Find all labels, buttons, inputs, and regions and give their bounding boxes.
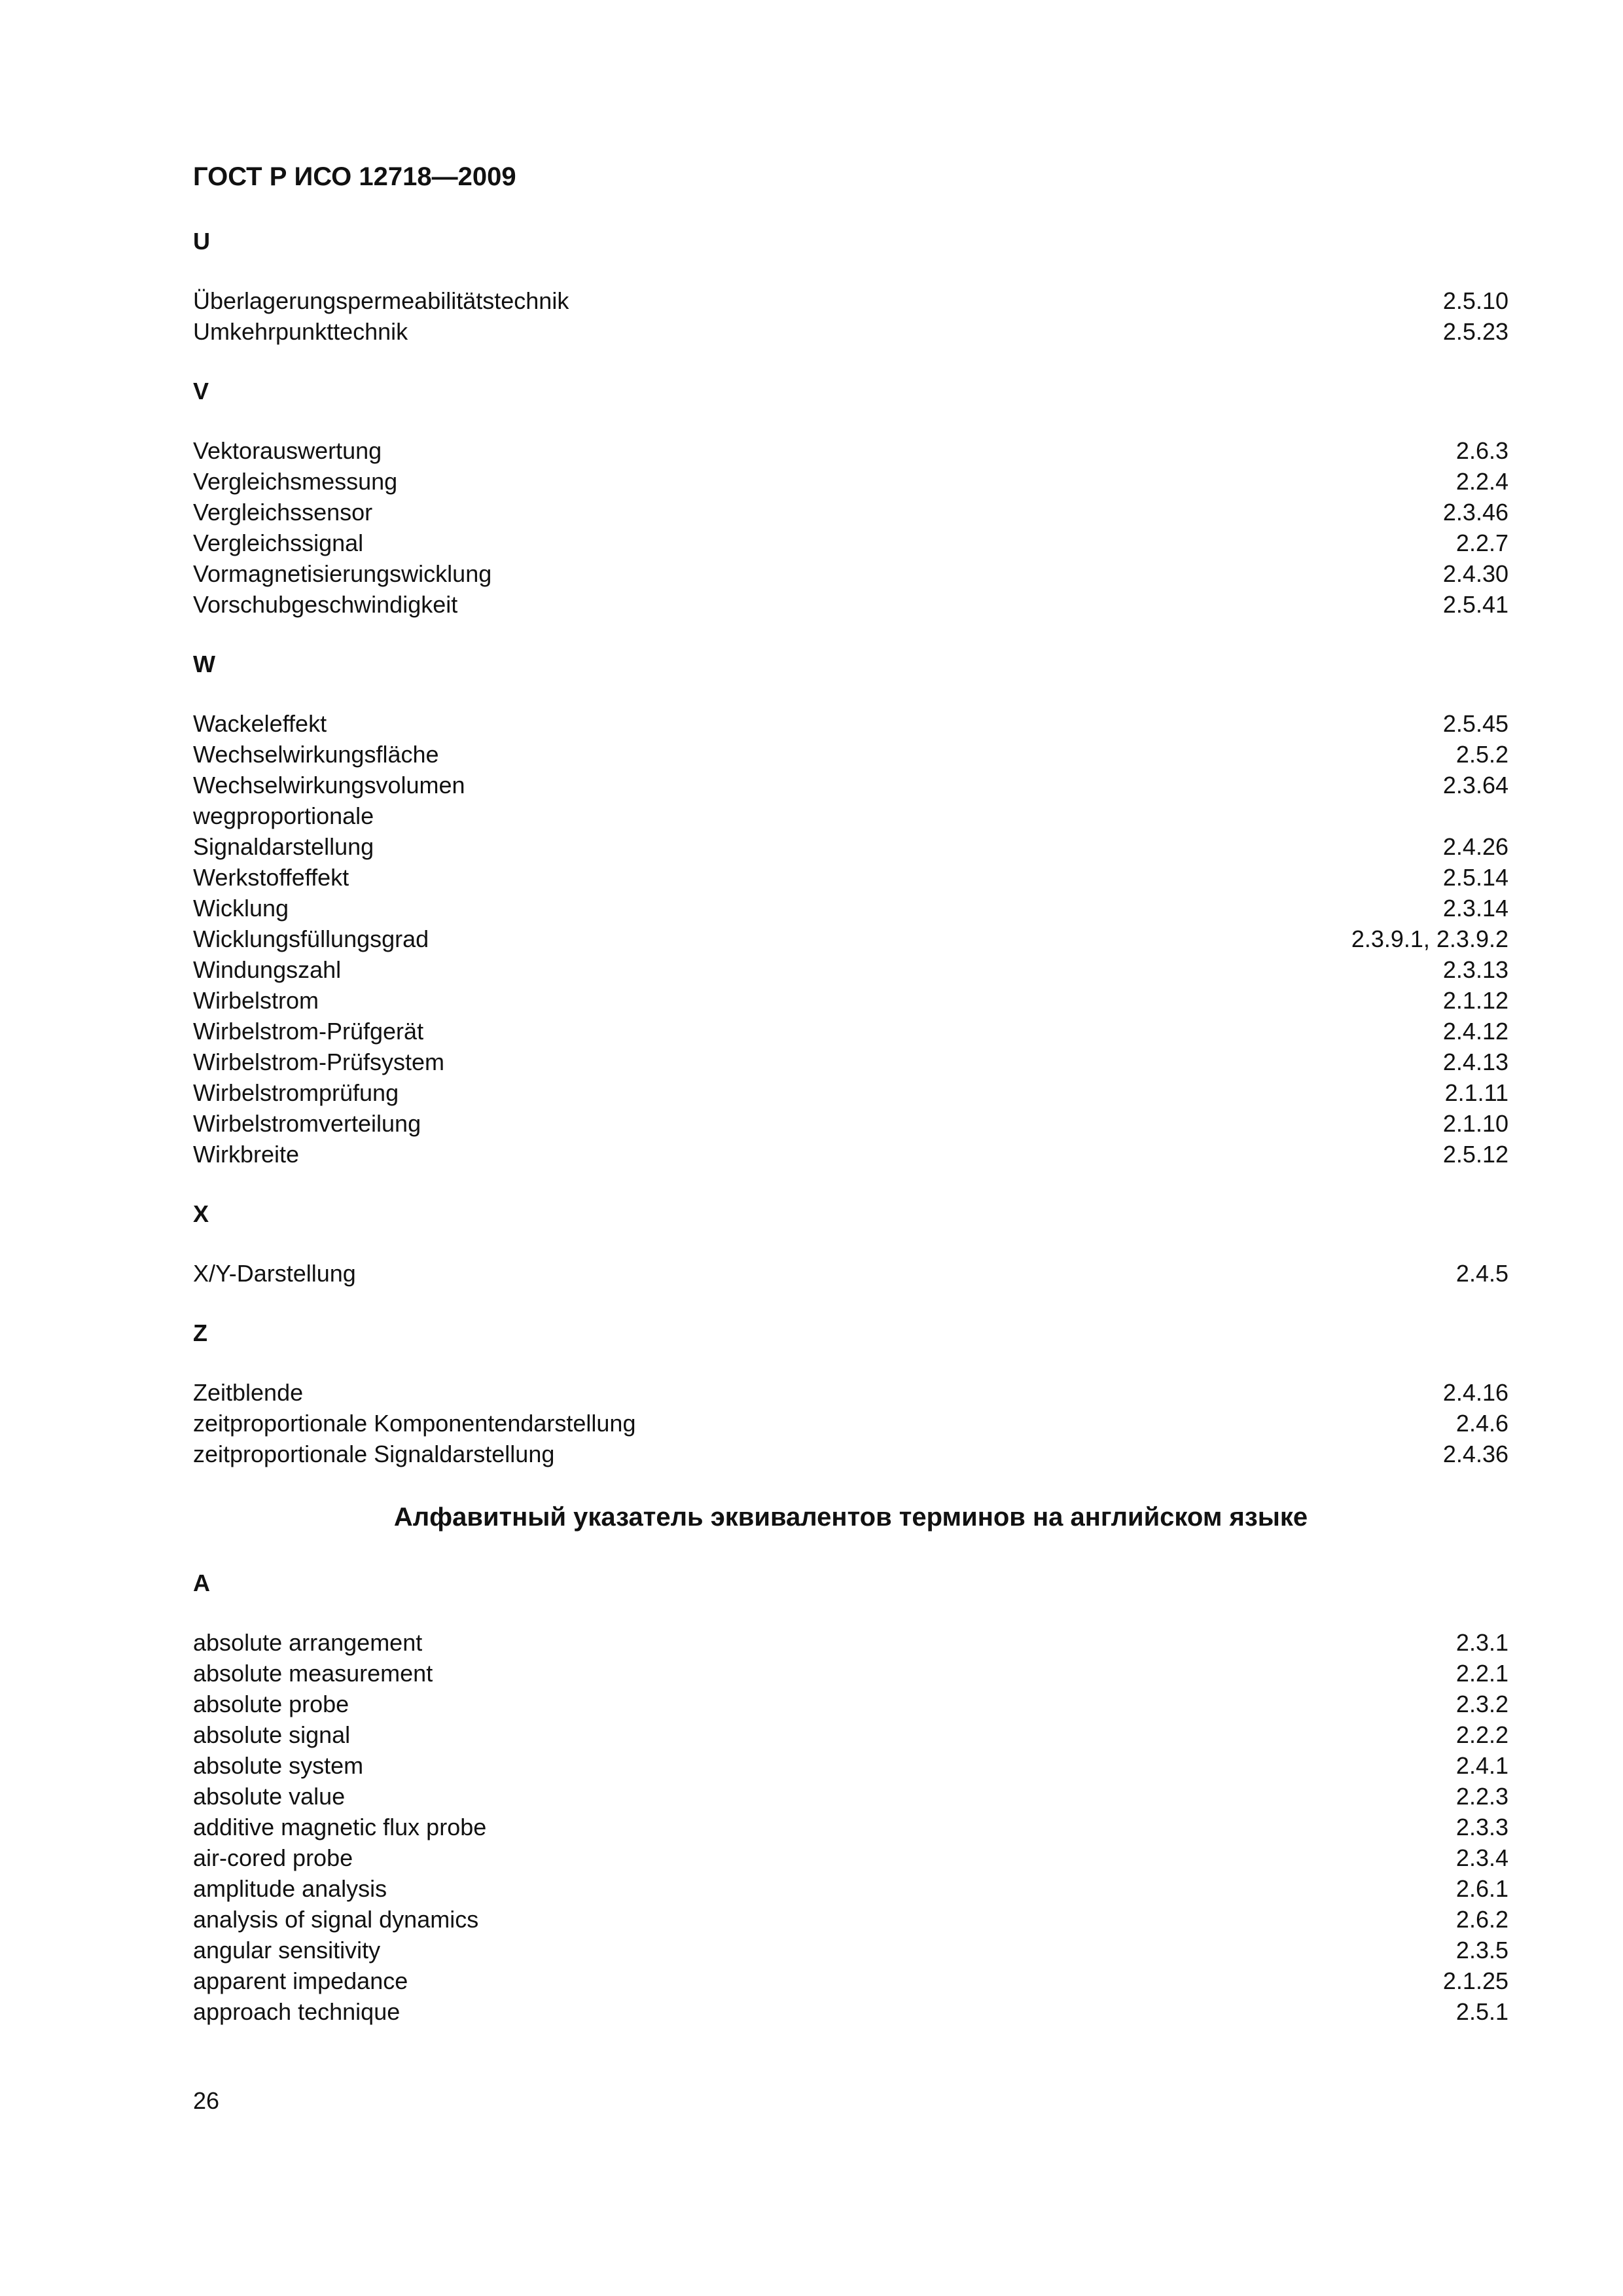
index-term: Windungszahl bbox=[193, 956, 342, 983]
index-reference: 2.4.36 bbox=[1442, 1441, 1508, 1467]
index-reference: 2.3.13 bbox=[1442, 956, 1508, 983]
index-reference: 2.1.10 bbox=[1442, 1110, 1508, 1137]
german-index bbox=[193, 226, 1508, 1469]
index-entry bbox=[193, 1873, 1508, 1904]
index-term: additive magnetic flux probe bbox=[193, 1814, 487, 1840]
index-reference: 2.4.6 bbox=[1455, 1410, 1508, 1437]
index-reference: 2.3.5 bbox=[1455, 1937, 1508, 1964]
index-entry bbox=[193, 1108, 1508, 1139]
index-entry bbox=[193, 800, 1508, 831]
index-term: Vergleichssensor bbox=[193, 499, 373, 526]
index-term: angular sensitivity bbox=[193, 1937, 381, 1964]
index-reference: 2.2.3 bbox=[1455, 1783, 1508, 1810]
index-term: absolute value bbox=[193, 1783, 346, 1810]
index-entry bbox=[193, 1258, 1508, 1289]
index-term: Wirbelstromprüfung bbox=[193, 1079, 399, 1106]
index-term: analysis of signal dynamics bbox=[193, 1906, 479, 1933]
index-term: X/Y-Darstellung bbox=[193, 1260, 356, 1287]
index-entry bbox=[193, 1377, 1508, 1408]
index-term: zeitproportionale Komponentendarstellung bbox=[193, 1410, 636, 1437]
index-reference: 2.5.12 bbox=[1442, 1141, 1508, 1168]
index-reference: 2.2.7 bbox=[1455, 529, 1508, 556]
index-reference: 2.4.16 bbox=[1442, 1379, 1508, 1406]
index-entry-list bbox=[193, 708, 1508, 1170]
index-reference: 2.5.2 bbox=[1455, 741, 1508, 768]
index-term: Werkstoffeffekt bbox=[193, 864, 349, 891]
index-reference: 2.6.3 bbox=[1455, 437, 1508, 464]
index-term: Wechselwirkungsfläche bbox=[193, 741, 439, 768]
index-term: absolute signal bbox=[193, 1721, 351, 1748]
english-index-title: Алфавитный указатель эквивалентов терминов на английском языке bbox=[393, 1503, 1308, 1532]
index-entry bbox=[193, 770, 1508, 800]
index-reference: 2.1.12 bbox=[1442, 987, 1508, 1014]
index-entry bbox=[193, 1996, 1508, 2027]
section-letter: U bbox=[193, 228, 210, 255]
index-term: amplitude analysis bbox=[193, 1875, 387, 1902]
index-term: Signaldarstellung bbox=[193, 833, 374, 860]
index-entry bbox=[193, 316, 1508, 347]
index-entry bbox=[193, 862, 1508, 893]
index-entry bbox=[193, 1627, 1508, 1658]
index-reference: 2.3.46 bbox=[1442, 499, 1508, 526]
index-entry bbox=[193, 1812, 1508, 1842]
index-entry-list bbox=[193, 1258, 1508, 1289]
section-letter: A bbox=[193, 1570, 210, 1596]
index-term: absolute measurement bbox=[193, 1660, 433, 1687]
index-entry bbox=[193, 1408, 1508, 1439]
index-entry bbox=[193, 285, 1508, 316]
index-reference: 2.2.2 bbox=[1455, 1721, 1508, 1748]
index-entry bbox=[193, 558, 1508, 589]
index-term: absolute system bbox=[193, 1752, 364, 1779]
index-term: Wicklungsfüllungsgrad bbox=[193, 925, 429, 952]
index-entry bbox=[193, 1935, 1508, 1965]
index-entry bbox=[193, 1965, 1508, 1996]
index-entry bbox=[193, 1047, 1508, 1077]
index-reference: 2.1.25 bbox=[1442, 1967, 1508, 1994]
index-entry-list bbox=[193, 285, 1508, 347]
index-term: approach technique bbox=[193, 1998, 401, 2025]
index-entry bbox=[193, 831, 1508, 862]
index-term: Vektorauswertung bbox=[193, 437, 382, 464]
index-term: Wechselwirkungsvolumen bbox=[193, 772, 465, 798]
index-term: Wicklung bbox=[193, 895, 289, 922]
index-term: wegproportionale bbox=[193, 802, 374, 829]
index-term: absolute probe bbox=[193, 1691, 349, 1717]
index-term: air-cored probe bbox=[193, 1844, 353, 1871]
index-entry bbox=[193, 1016, 1508, 1047]
index-reference: 2.4.13 bbox=[1442, 1049, 1508, 1075]
index-entry bbox=[193, 1781, 1508, 1812]
index-entry bbox=[193, 924, 1508, 954]
index-term: Wackeleffekt bbox=[193, 710, 327, 737]
index-term: Wirbelstromverteilung bbox=[193, 1110, 421, 1137]
index-entry bbox=[193, 435, 1508, 466]
index-reference: 2.5.10 bbox=[1442, 287, 1508, 314]
index-entry bbox=[193, 1439, 1508, 1469]
index-term: Vorschubgeschwindigkeit bbox=[193, 591, 458, 618]
index-reference: 2.6.1 bbox=[1455, 1875, 1508, 1902]
document-header: ГОСТ Р ИСО 12718—2009 bbox=[193, 162, 516, 191]
index-reference: 2.3.4 bbox=[1455, 1844, 1508, 1871]
section-letter: W bbox=[193, 651, 215, 677]
index-term: Überlagerungspermeabilitätstechnik bbox=[193, 287, 569, 314]
index-term: Wirbelstrom bbox=[193, 987, 319, 1014]
index-entry bbox=[193, 954, 1508, 985]
index-entry bbox=[193, 497, 1508, 528]
index-entry bbox=[193, 985, 1508, 1016]
index-term: Wirbelstrom-Prüfgerät bbox=[193, 1018, 424, 1045]
index-reference: 2.4.1 bbox=[1455, 1752, 1508, 1779]
index-reference: 2.3.14 bbox=[1442, 895, 1508, 922]
index-reference: 2.3.2 bbox=[1455, 1691, 1508, 1717]
index-entry bbox=[193, 528, 1508, 558]
section-letter: V bbox=[193, 378, 209, 404]
index-term: Vergleichssignal bbox=[193, 529, 364, 556]
index-entry bbox=[193, 1689, 1508, 1719]
index-entry bbox=[193, 1719, 1508, 1750]
index-reference: 2.4.26 bbox=[1442, 833, 1508, 860]
index-entry-list bbox=[193, 1377, 1508, 1469]
index-reference: 2.5.45 bbox=[1442, 710, 1508, 737]
index-reference: 2.5.41 bbox=[1442, 591, 1508, 618]
section-letter: Z bbox=[193, 1319, 207, 1346]
index-reference: 2.4.12 bbox=[1442, 1018, 1508, 1045]
index-term: apparent impedance bbox=[193, 1967, 408, 1994]
index-reference: 2.3.9.1, 2.3.9.2 bbox=[1351, 925, 1508, 952]
index-reference: 2.5.14 bbox=[1442, 864, 1508, 891]
index-reference: 2.6.2 bbox=[1455, 1906, 1508, 1933]
index-reference: 2.2.4 bbox=[1455, 468, 1508, 495]
index-term: Wirkbreite bbox=[193, 1141, 300, 1168]
index-term: Zeitblende bbox=[193, 1379, 304, 1406]
index-reference: 2.5.1 bbox=[1455, 1998, 1508, 2025]
index-entry bbox=[193, 739, 1508, 770]
index-reference: 2.3.64 bbox=[1442, 772, 1508, 798]
page-number: 26 bbox=[193, 2087, 220, 2114]
index-term: Wirbelstrom-Prüfsystem bbox=[193, 1049, 445, 1075]
index-entry-list bbox=[193, 1627, 1508, 2027]
index-entry bbox=[193, 893, 1508, 924]
index-entry bbox=[193, 1139, 1508, 1170]
index-entry bbox=[193, 708, 1508, 739]
index-term: absolute arrangement bbox=[193, 1629, 423, 1656]
index-entry-list bbox=[193, 435, 1508, 620]
index-reference: 2.5.23 bbox=[1442, 318, 1508, 345]
index-entry bbox=[193, 1658, 1508, 1689]
document-page bbox=[193, 160, 1508, 2056]
index-entry bbox=[193, 1842, 1508, 1873]
index-entry bbox=[193, 1750, 1508, 1781]
index-term: Vormagnetisierungswicklung bbox=[193, 560, 492, 587]
index-reference: 2.1.11 bbox=[1444, 1079, 1508, 1106]
index-reference: 2.3.3 bbox=[1455, 1814, 1508, 1840]
index-term: Vergleichsmessung bbox=[193, 468, 398, 495]
index-entry bbox=[193, 466, 1508, 497]
index-reference: 2.2.1 bbox=[1455, 1660, 1508, 1687]
index-reference: 2.3.1 bbox=[1455, 1629, 1508, 1656]
index-entry bbox=[193, 589, 1508, 620]
index-entry bbox=[193, 1904, 1508, 1935]
index-reference: 2.4.5 bbox=[1455, 1260, 1508, 1287]
index-term: Umkehrpunkttechnik bbox=[193, 318, 408, 345]
english-index bbox=[193, 1568, 1508, 2027]
section-letter: X bbox=[193, 1200, 209, 1227]
index-term: zeitproportionale Signaldarstellung bbox=[193, 1441, 555, 1467]
index-entry bbox=[193, 1077, 1508, 1108]
index-reference: 2.4.30 bbox=[1442, 560, 1508, 587]
